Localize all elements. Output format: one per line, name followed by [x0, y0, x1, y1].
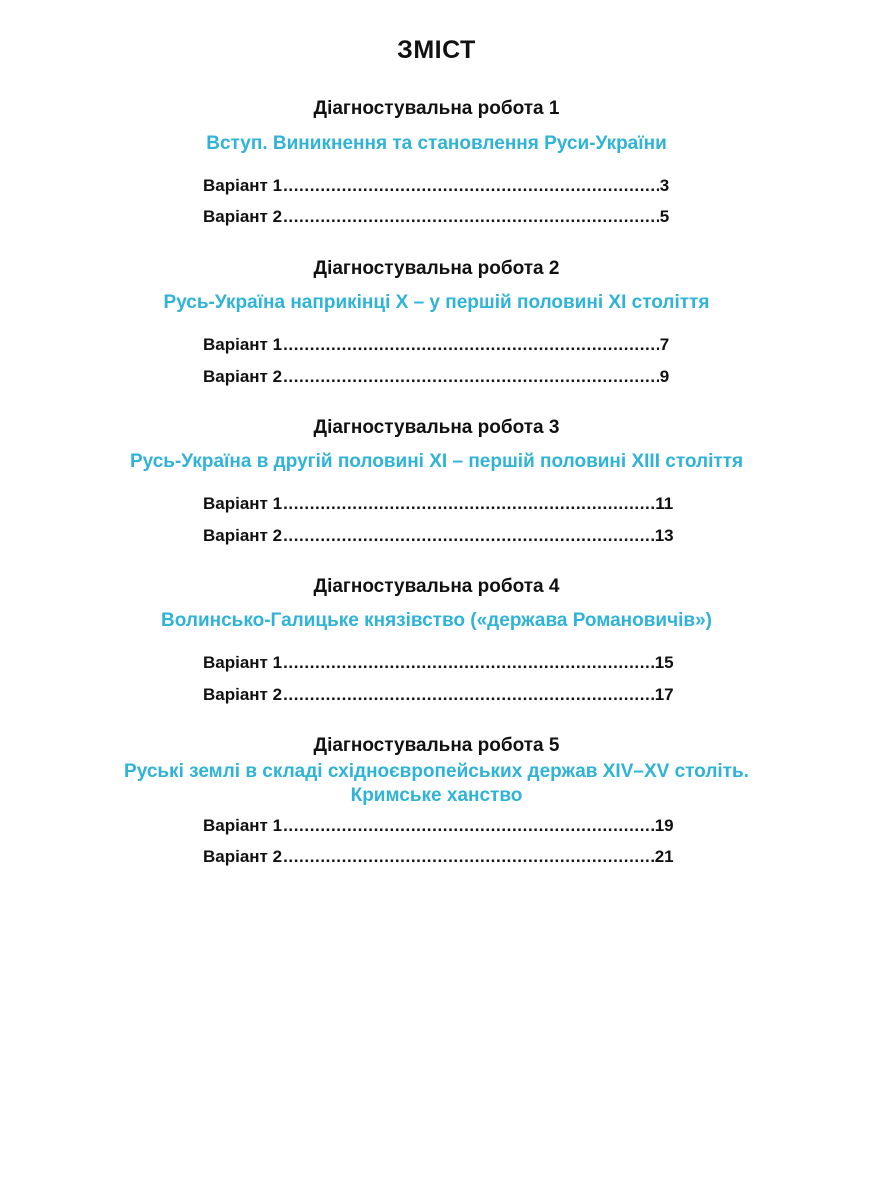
toc-section-5	[0, 734, 873, 758]
page-number: 13	[654, 526, 674, 545]
leader-dots	[283, 814, 654, 838]
page-number: 9	[659, 367, 670, 386]
leader-dots	[283, 683, 654, 707]
topic-title: Русь-Україна в другій половині XI – першій половині XIII століття	[129, 451, 744, 472]
toc-entry[interactable]	[203, 174, 670, 198]
page-number: 21	[654, 847, 674, 866]
topic-block	[0, 450, 873, 474]
entry-label: Варіант 2	[203, 847, 283, 866]
toc-entry[interactable]	[203, 205, 670, 229]
topic-block	[0, 609, 873, 633]
leader-dots	[283, 524, 654, 548]
toc-entry[interactable]	[203, 845, 674, 869]
entry-label: Варіант 1	[203, 176, 283, 195]
page-number: 5	[659, 207, 670, 226]
entry-label: Варіант 2	[203, 207, 283, 226]
toc-section-1	[0, 97, 873, 121]
page-number: 3	[659, 176, 670, 195]
leader-dots	[283, 174, 659, 198]
work-title: Діагностувальна робота 2	[313, 258, 560, 279]
entry-label: Варіант 1	[203, 816, 283, 835]
leader-dots	[283, 492, 654, 516]
toc-section-2	[0, 257, 873, 281]
page-number: 19	[654, 816, 674, 835]
toc-entry[interactable]	[203, 683, 674, 707]
toc-entry[interactable]	[203, 524, 674, 548]
toc-entry[interactable]	[203, 333, 670, 357]
page-number: 15	[654, 653, 674, 672]
page-title: ЗМІСТ	[397, 36, 476, 64]
topic-title: Вступ. Виникнення та становлення Руси-України	[206, 133, 667, 154]
toc-section-3	[0, 416, 873, 440]
work-title: Діагностувальна робота 1	[313, 98, 560, 119]
work-title: Діагностувальна робота 3	[313, 417, 560, 438]
page-number: 17	[654, 685, 674, 704]
topic-title: Русь-Україна наприкінці X – у першій половині XI століття	[163, 292, 710, 313]
leader-dots	[283, 845, 654, 869]
work-title: Діагностувальна робота 5	[313, 735, 560, 756]
leader-dots	[283, 333, 659, 357]
entry-label: Варіант 1	[203, 335, 283, 354]
topic-title: Кримське ханство	[350, 785, 523, 806]
entry-label: Варіант 2	[203, 685, 283, 704]
toc-entry[interactable]	[203, 365, 670, 389]
work-title: Діагностувальна робота 4	[313, 576, 560, 597]
toc-entry[interactable]	[203, 814, 674, 838]
toc-entry[interactable]	[203, 651, 674, 675]
topic-block	[0, 291, 873, 315]
topic-title: Руські землі в складі східноєвропейських держав XIV–XV століть.	[124, 761, 749, 782]
page-number: 11	[655, 494, 674, 513]
leader-dots	[283, 365, 659, 389]
leader-dots	[283, 651, 654, 675]
entry-label: Варіант 1	[203, 653, 283, 672]
topic-block	[0, 760, 873, 808]
toc-section-4	[0, 575, 873, 599]
toc-entry[interactable]	[203, 492, 674, 516]
entry-label: Варіант 2	[203, 526, 283, 545]
topic-block	[0, 132, 873, 156]
entry-label: Варіант 1	[203, 494, 283, 513]
entry-label: Варіант 2	[203, 367, 283, 386]
topic-title: Волинсько-Галицьке князівство («держава Романовичів»)	[161, 610, 712, 631]
page-number: 7	[659, 335, 670, 354]
leader-dots	[283, 205, 659, 229]
